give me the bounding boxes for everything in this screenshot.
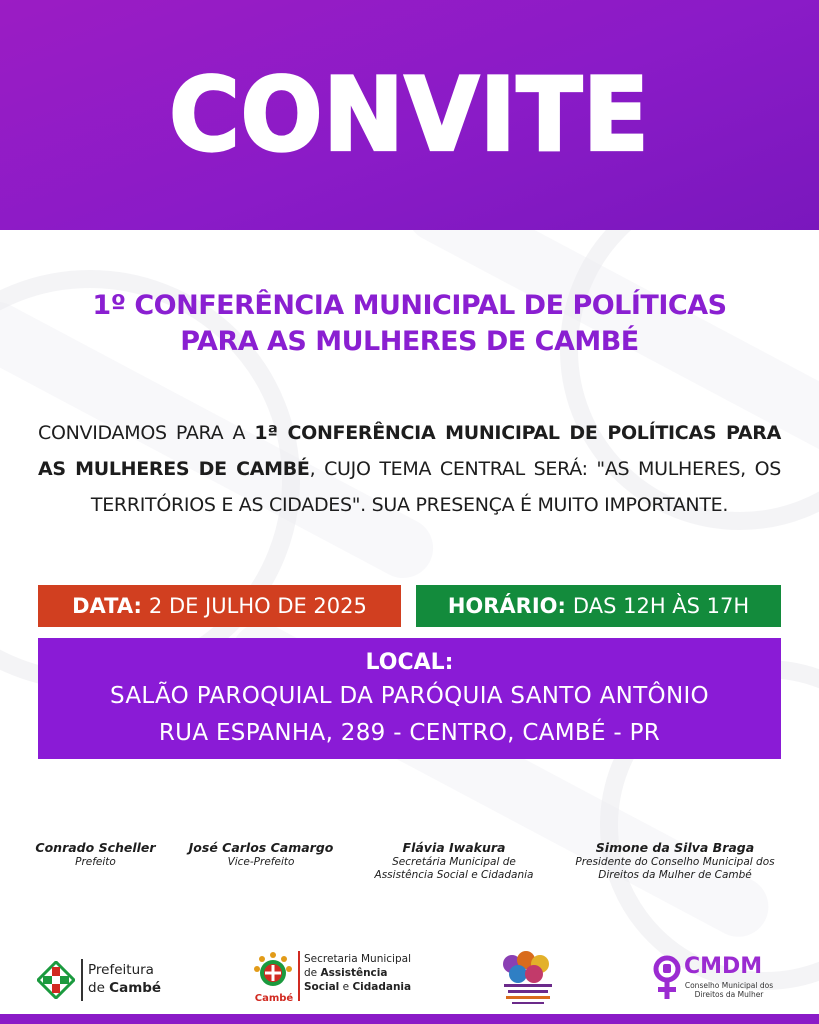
prefeitura-line2-bold: Cambé <box>109 980 162 996</box>
date-box <box>38 585 401 627</box>
prefeitura-text <box>88 961 161 997</box>
signatory-role: Assistência Social e Cidadania <box>374 869 534 881</box>
conference-title-line1: 1º CONFERÊNCIA MUNICIPAL DE POLÍTICAS <box>92 290 727 321</box>
secretaria-logo <box>253 949 413 1009</box>
signatory-role: Presidente do Conselho Municipal dos <box>575 856 775 868</box>
signatory-role: Vice-Prefeito <box>227 856 295 868</box>
date-label: DATA: <box>72 594 142 618</box>
secretaria-line2-pre: de <box>304 967 321 979</box>
cambe-emblem-icon <box>253 951 293 993</box>
cmdm-text <box>684 981 774 999</box>
cmdm-acronym: CMDM <box>684 954 763 979</box>
cambe-cross-icon <box>37 961 75 999</box>
signatory-name: Conrado Scheller <box>35 840 156 855</box>
invitation-highlight: 1ª CONFERÊNCIA MUNICIPAL DE POLÍTICAS PARA AS MULHERES DE CAMBÉ <box>38 422 781 480</box>
conference-title <box>0 288 819 360</box>
location-line2: RUA ESPANHA, 289 - CENTRO, CAMBÉ - PR <box>158 720 661 746</box>
logo-divider <box>298 951 300 1001</box>
time-value: DAS 12H ÀS 17H <box>572 594 750 618</box>
date-value: 2 DE JULHO DE 2025 <box>148 594 367 618</box>
secretaria-line2-bold: Assistência <box>320 967 388 979</box>
secretaria-line1: Secretaria Municipal <box>304 953 411 965</box>
signatory-role: Prefeito <box>75 856 116 868</box>
invitation-intro: CONVIDAMOS PARA A <box>38 422 255 444</box>
header-banner <box>0 0 819 230</box>
signatory-role: Direitos da Mulher de Cambé <box>598 869 752 881</box>
signatory-name: José Carlos Camargo <box>188 840 334 855</box>
page-title: CONVITE <box>169 56 650 174</box>
logo-strip <box>0 945 819 1015</box>
invitation-text <box>38 415 781 523</box>
cmdm-logo <box>652 953 777 1009</box>
secretaria-badge: Cambé <box>254 993 294 1004</box>
logo-divider <box>81 959 83 1001</box>
prefeitura-line2 <box>88 979 161 997</box>
secretaria-line3-mid: e <box>339 981 353 993</box>
secretaria-line3 <box>304 980 411 994</box>
secretaria-line3-bold1: Social <box>304 981 340 993</box>
signatory <box>355 840 553 882</box>
signatory <box>560 840 790 882</box>
secretaria-line2 <box>304 966 411 980</box>
conference-title-line2: PARA AS MULHERES DE CAMBÉ <box>180 326 639 357</box>
signatory-role: Secretária Municipal de <box>392 856 516 868</box>
signatory-name: Flávia Iwakura <box>402 840 506 855</box>
secretaria-text <box>304 952 411 994</box>
invitation-rest: , CUJO TEMA CENTRAL SERÁ: "AS MULHERES, OS TERRITÓRIOS E AS CIDADES". SUA PRESENÇA É MUITO IMPORTANTE. <box>90 458 781 516</box>
signatory <box>28 840 163 869</box>
time-label: HORÁRIO: <box>447 594 566 618</box>
location-box <box>38 638 781 759</box>
cmdm-line1: Conselho Municipal dos <box>684 981 774 990</box>
prefeitura-line1: Prefeitura <box>88 962 154 978</box>
state-conference-logo <box>498 950 558 1010</box>
signatory-name: Simone da Silva Braga <box>595 840 755 855</box>
location-line1: SALÃO PAROQUIAL DA PARÓQUIA SANTO ANTÔNIO <box>110 683 709 709</box>
location-label: LOCAL: <box>365 650 454 675</box>
prefeitura-line2-pre: de <box>88 980 110 996</box>
bottom-bar <box>0 1014 819 1024</box>
secretaria-line3-bold2: Cidadania <box>352 981 412 993</box>
prefeitura-logo <box>37 957 177 1003</box>
signatory <box>176 840 346 869</box>
cmdm-line2: Direitos da Mulher <box>694 990 764 999</box>
venus-fist-icon <box>652 955 682 1001</box>
time-box <box>416 585 781 627</box>
